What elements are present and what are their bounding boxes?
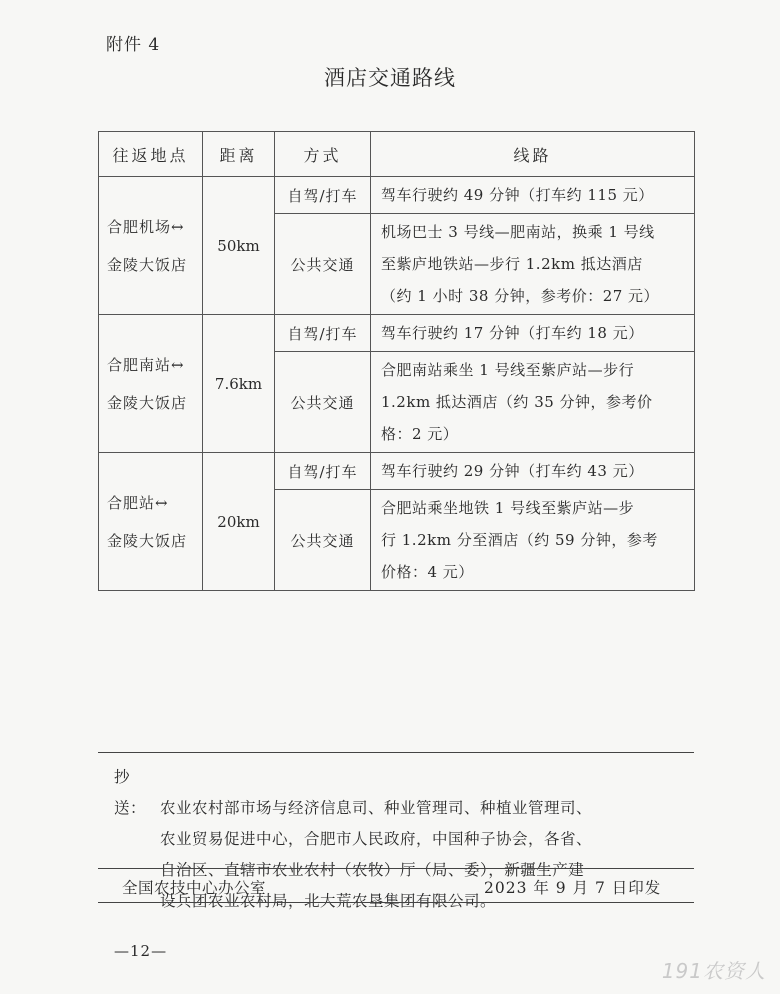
cc-line: 自治区、直辖市农业农村（农牧）厅（局、委），新疆生产建 — [160, 861, 585, 879]
route-line: 驾车行驶约 49 分钟（打车约 115 元） — [381, 186, 654, 204]
distance-cell: 20km — [203, 453, 275, 591]
table-row — [99, 453, 695, 490]
table-row — [99, 177, 695, 214]
header-distance: 距离 — [203, 132, 275, 177]
place-line: 金陵大饭店 — [107, 531, 188, 550]
route-cell — [371, 177, 695, 214]
place-line: 合肥站↔ — [107, 493, 169, 512]
mode-cell: 自驾/打车 — [275, 315, 371, 352]
route-line: 至紫庐地铁站—步行 1.2km 抵达酒店 — [381, 255, 643, 273]
route-cell — [371, 490, 695, 591]
header-mode: 方式 — [275, 132, 371, 177]
divider — [98, 752, 694, 753]
route-cell — [371, 352, 695, 453]
route-table — [98, 131, 695, 591]
mode-cell: 公共交通 — [275, 490, 371, 591]
cc-text: 农业农村部市场与经济信息司、种业管理司、种植业管理司、 — [160, 799, 593, 817]
place-line: 金陵大饭店 — [107, 255, 188, 274]
page-title: 酒店交通路线 — [324, 66, 456, 90]
route-line: （约 1 小时 38 分钟，参考价：27 元） — [381, 287, 660, 305]
cc-line: 农业贸易促进中心，合肥市人民政府，中国种子协会，各省、 — [160, 830, 593, 848]
route-line: 行 1.2km 分至酒店（约 59 分钟，参考 — [381, 531, 658, 549]
divider — [98, 902, 694, 903]
cc-line: 设兵团农业农村局，北大荒农垦集团有限公司。 — [160, 892, 497, 910]
distance-cell: 7.6km — [203, 315, 275, 453]
route-line: 合肥站乘坐地铁 1 号线至紫庐站—步 — [381, 499, 635, 517]
mode-cell: 自驾/打车 — [275, 453, 371, 490]
place-line: 金陵大饭店 — [107, 393, 188, 412]
issue-date: 2023 年 9 月 7 日印发 — [484, 879, 662, 897]
route-line: 驾车行驶约 17 分钟（打车约 18 元） — [381, 324, 644, 342]
mode-cell: 公共交通 — [275, 352, 371, 453]
route-line: 驾车行驶约 29 分钟（打车约 43 元） — [381, 462, 644, 480]
cc-label: 抄送： — [114, 768, 147, 817]
cc-line — [114, 762, 686, 824]
route-line: 格：2 元） — [381, 425, 459, 443]
route-line: 价格：4 元） — [381, 563, 474, 581]
mode-cell: 公共交通 — [275, 214, 371, 315]
issuer: 全国农技中心办公室 — [122, 879, 267, 897]
header-place: 往返地点 — [99, 132, 203, 177]
route-line: 合肥南站乘坐 1 号线至紫庐站—步行 — [381, 361, 635, 379]
page-number: —12— — [114, 942, 168, 960]
route-cell — [371, 315, 695, 352]
place-line: 合肥机场↔ — [107, 217, 185, 236]
distance-cell: 50km — [203, 177, 275, 315]
place-cell — [99, 453, 203, 591]
watermark: 191农资人 — [661, 959, 766, 983]
route-line: 1.2km 抵达酒店（约 35 分钟，参考价 — [381, 393, 653, 411]
place-line: 合肥南站↔ — [107, 355, 185, 374]
route-cell — [371, 214, 695, 315]
route-line: 机场巴士 3 号线—肥南站，换乘 1 号线 — [381, 223, 655, 241]
route-cell — [371, 453, 695, 490]
table-row — [99, 315, 695, 352]
attachment-label: 附件 4 — [106, 35, 161, 55]
table-header-row — [99, 132, 695, 177]
header-route: 线路 — [371, 132, 695, 177]
mode-cell: 自驾/打车 — [275, 177, 371, 214]
place-cell — [99, 177, 203, 315]
place-cell — [99, 315, 203, 453]
divider — [98, 868, 694, 869]
